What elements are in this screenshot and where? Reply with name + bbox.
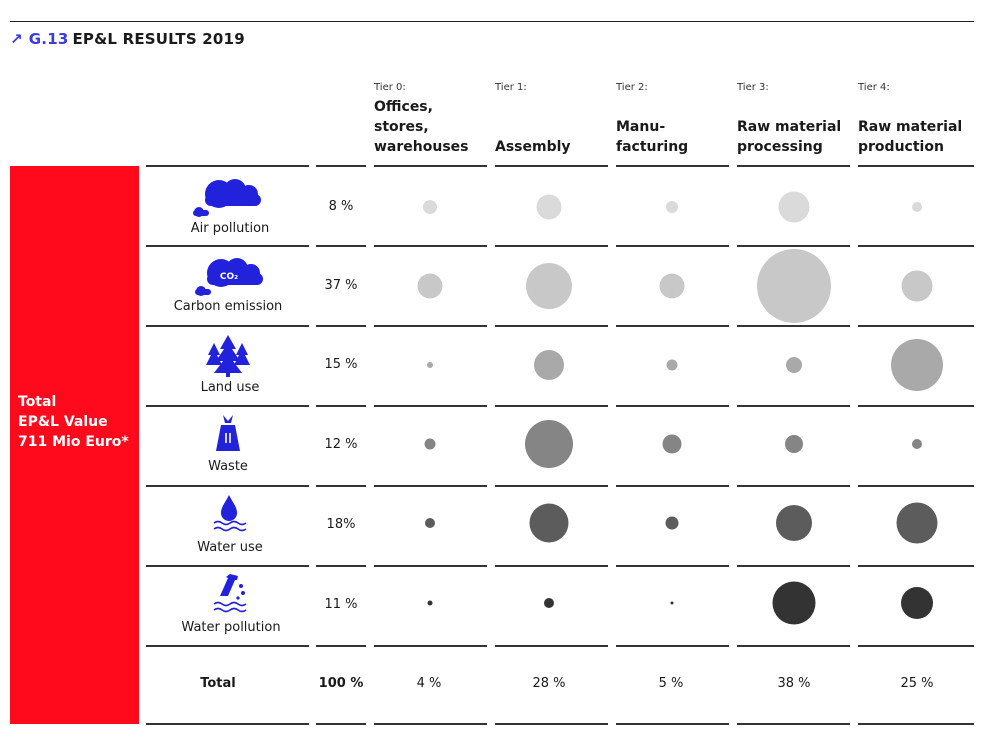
tier-label: Tier 2: bbox=[616, 82, 648, 93]
bubble-water-use-tier-1 bbox=[530, 504, 569, 543]
row-label-carbon-emission: Carbon emission bbox=[173, 299, 283, 314]
bubble-air-pollution-tier-0 bbox=[423, 200, 437, 214]
bubble-land-use-tier-0 bbox=[427, 362, 433, 368]
tier-name-line: Raw material bbox=[858, 119, 963, 135]
bubble-air-pollution-tier-1 bbox=[537, 195, 562, 220]
figure-code: G.13 bbox=[28, 30, 69, 48]
row-share-air-pollution: 8 % bbox=[328, 199, 354, 214]
tier-label: Tier 3: bbox=[737, 82, 769, 93]
row-label-water-pollution: Water pollution bbox=[181, 620, 281, 635]
bubble-water-pollution-tier-1 bbox=[544, 598, 554, 608]
bubble-waste-tier-2 bbox=[663, 435, 682, 454]
bubble-carbon-emission-tier-0 bbox=[418, 274, 443, 299]
arrow-icon: ↗ bbox=[10, 30, 23, 48]
row-share-land-use: 15 % bbox=[324, 357, 358, 372]
bubble-water-pollution-tier-4 bbox=[901, 587, 933, 619]
tier-total-4: 25 % bbox=[900, 676, 934, 691]
bubble-land-use-tier-2 bbox=[667, 360, 678, 371]
bubble-water-use-tier-0 bbox=[425, 518, 435, 528]
tier-label: Tier 0: bbox=[374, 82, 406, 93]
row-share-water-use: 18% bbox=[326, 517, 356, 532]
bubble-water-pollution-tier-2 bbox=[671, 602, 674, 605]
tier-name-line: Raw material bbox=[737, 119, 842, 135]
bubble-water-use-tier-2 bbox=[666, 517, 679, 530]
row-share-carbon-emission: 37 % bbox=[324, 278, 358, 293]
bubble-air-pollution-tier-4 bbox=[912, 202, 922, 212]
row-share-water-pollution: 11 % bbox=[324, 597, 358, 612]
tier-name-line: Offices, bbox=[374, 99, 433, 115]
bubble-land-use-tier-1 bbox=[534, 350, 564, 380]
bubble-waste-tier-3 bbox=[785, 435, 803, 453]
bubble-carbon-emission-tier-2 bbox=[660, 274, 685, 299]
tier-total-3: 38 % bbox=[777, 676, 811, 691]
bubble-carbon-emission-tier-4 bbox=[902, 271, 933, 302]
tier-name-line: stores, bbox=[374, 119, 429, 135]
tier-name-line: Manu- bbox=[616, 119, 666, 135]
tier-name-line: production bbox=[858, 139, 944, 155]
tier-label: Tier 4: bbox=[858, 82, 890, 93]
tier-name-line: Assembly bbox=[495, 139, 571, 155]
tier-name-line: warehouses bbox=[374, 139, 469, 155]
row-label-land-use: Land use bbox=[200, 380, 260, 395]
bubble-water-use-tier-3 bbox=[776, 505, 812, 541]
bubble-waste-tier-0 bbox=[425, 439, 436, 450]
row-label-water-use: Water use bbox=[197, 540, 263, 555]
tier-name-line: processing bbox=[737, 139, 823, 155]
total-line: Total bbox=[18, 394, 57, 410]
bubble-water-pollution-tier-3 bbox=[773, 582, 816, 625]
tier-total-2: 5 % bbox=[658, 676, 684, 691]
bubble-water-use-tier-4 bbox=[897, 503, 938, 544]
total-line: EP&L Value bbox=[18, 414, 108, 430]
tier-label: Tier 1: bbox=[495, 82, 527, 93]
row-label-waste: Waste bbox=[208, 459, 248, 474]
row-label-air-pollution: Air pollution bbox=[190, 221, 270, 236]
bubble-carbon-emission-tier-3 bbox=[757, 249, 831, 323]
row-share-waste: 12 % bbox=[324, 437, 358, 452]
bubble-waste-tier-1 bbox=[525, 420, 573, 468]
svg-text:CO₂: CO₂ bbox=[219, 272, 239, 282]
row-label-total: Total bbox=[200, 676, 236, 691]
figure-title: EP&L RESULTS 2019 bbox=[72, 30, 245, 48]
tier-total-1: 28 % bbox=[532, 676, 566, 691]
bubble-carbon-emission-tier-1 bbox=[526, 263, 572, 309]
bubble-water-pollution-tier-0 bbox=[428, 601, 433, 606]
total-share: 100 % bbox=[318, 676, 364, 691]
bubble-air-pollution-tier-2 bbox=[666, 201, 678, 213]
bubble-land-use-tier-4 bbox=[891, 339, 943, 391]
bubble-waste-tier-4 bbox=[912, 439, 922, 449]
tier-name-line: facturing bbox=[616, 139, 689, 155]
bubble-land-use-tier-3 bbox=[786, 357, 802, 373]
total-line: 711 Mio Euro* bbox=[18, 434, 129, 450]
tier-total-0: 4 % bbox=[416, 676, 442, 691]
bubble-air-pollution-tier-3 bbox=[779, 192, 810, 223]
